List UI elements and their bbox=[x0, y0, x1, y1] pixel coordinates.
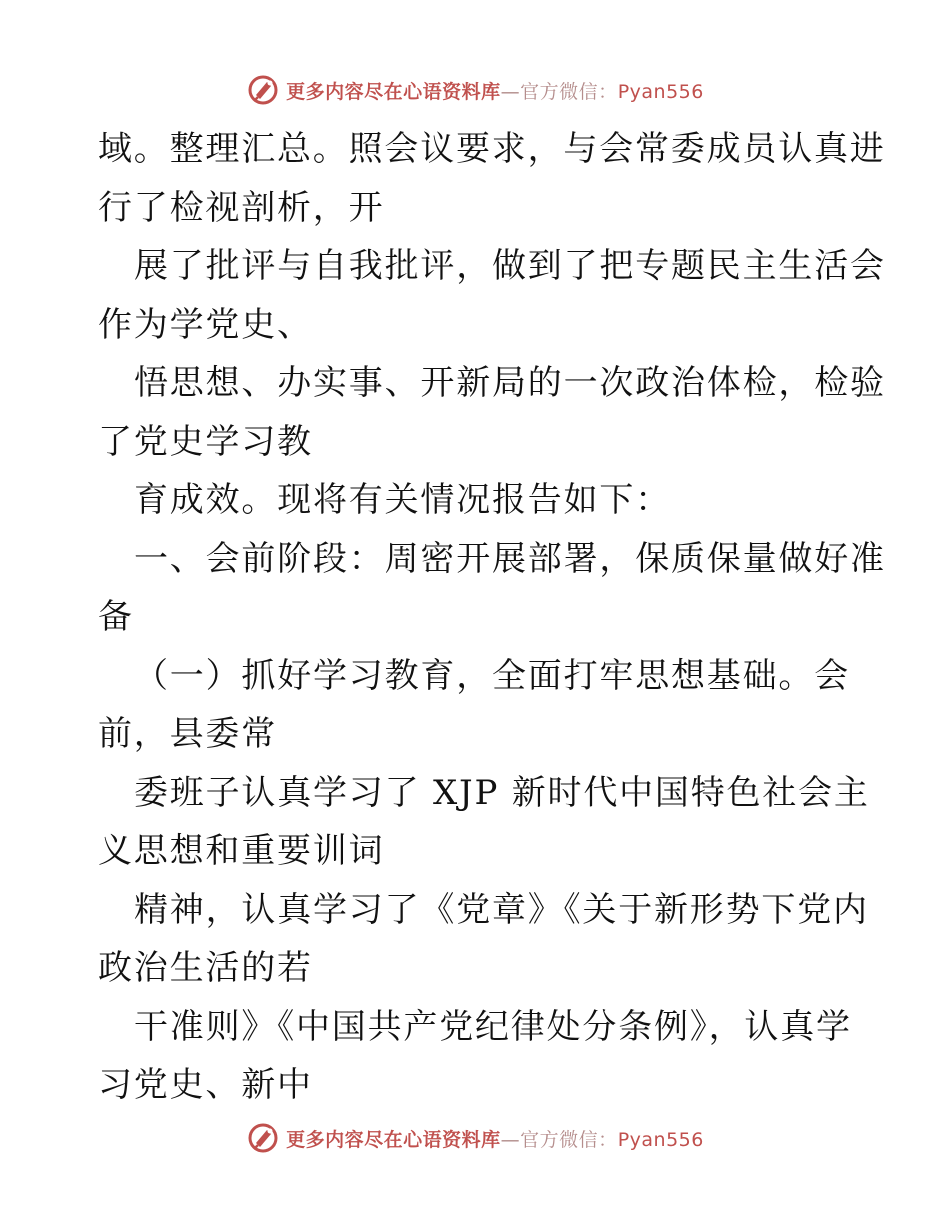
text-line-15: 政治生活的若 bbox=[98, 948, 313, 988]
text-line-6: 了党史学习教 bbox=[98, 421, 313, 462]
text-line-3: 展了批评与自我批评，做到了把专题民主生活会 bbox=[134, 246, 886, 286]
text-line-17: 习党史、新中 bbox=[98, 1065, 313, 1105]
logo-icon bbox=[246, 73, 280, 107]
text-line-16: 干准则》《中国共产党纪律处分条例》，认真学 bbox=[134, 1006, 852, 1047]
text-line-2: 行了检视剖析，开 bbox=[98, 187, 385, 228]
text-line-13: 义思想和重要训词 bbox=[98, 831, 385, 871]
header-banner bbox=[0, 70, 950, 110]
text-line-1: 域。整理汇总。照会议要求，与会常委成员认真进 bbox=[98, 129, 886, 169]
footer-banner-text: 更多内容尽在心语资料库—官方微信：Pyan556 bbox=[286, 1128, 704, 1151]
text-line-5: 悟思想、办实事、开新局的一次政治体检，检验 bbox=[134, 363, 886, 403]
header-banner-text: 更多内容尽在心语资料库—官方微信：Pyan556 bbox=[286, 80, 704, 103]
text-line-12: 委班子认真学习了 XJP 新时代中国特色社会主 bbox=[134, 772, 870, 813]
footer-banner bbox=[0, 1118, 950, 1158]
text-line-11: 前，县委常 bbox=[98, 714, 277, 754]
subsection-heading-1: （一）抓好学习教育，全面打牢思想基础。会 bbox=[134, 655, 850, 696]
document-body bbox=[98, 120, 886, 1115]
logo-icon bbox=[246, 1121, 280, 1155]
section-heading-1: 一、会前阶段：周密开展部署，保质保量做好准 bbox=[134, 538, 886, 579]
text-line-4: 作为学党史、 bbox=[98, 304, 313, 345]
section-heading-1-cont: 备 bbox=[98, 597, 134, 637]
text-line-7: 育成效。现将有关情况报告如下： bbox=[134, 480, 671, 520]
text-line-14: 精神，认真学习了《党章》《关于新形势下党内 bbox=[134, 889, 869, 930]
